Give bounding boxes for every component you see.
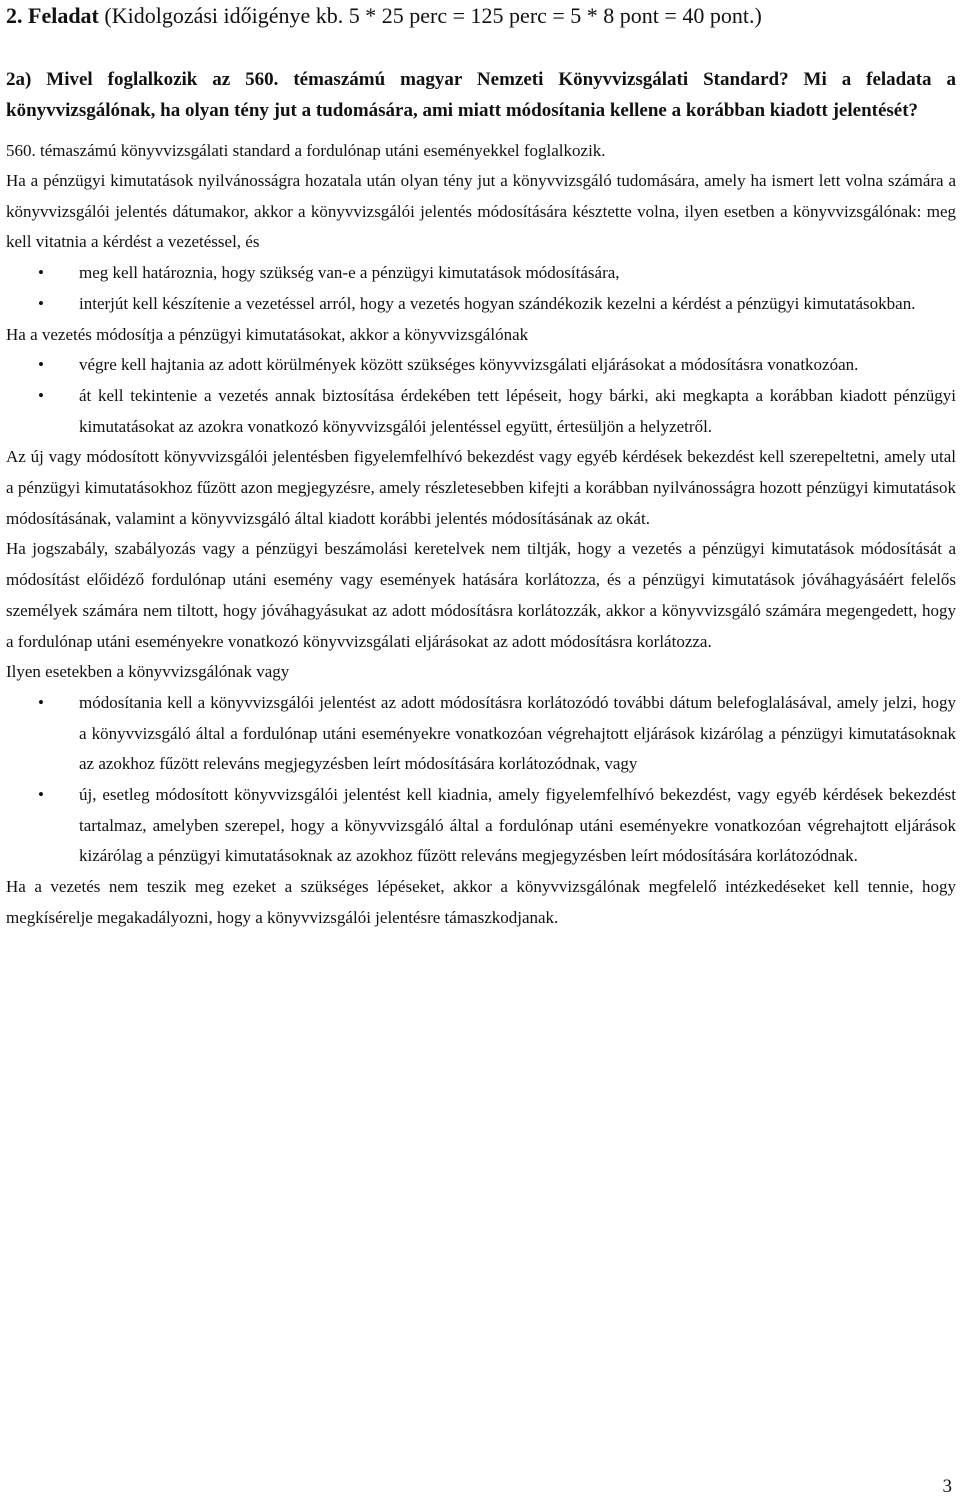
list-item xyxy=(6,350,956,381)
list-item-text: át kell tekintenie a vezetés annak biztosítása érdekében tett lépéseit, hogy bárki, aki megkapta a korábban kiadott pénzügyi kimutatásokat az azokra vonatkozó könyvvizsgálói jelentéssel együtt, értesüljön a helyzetről. xyxy=(79,385,956,436)
bullet-glyph: • xyxy=(38,785,44,805)
list-item xyxy=(6,289,956,320)
bullet-glyph: • xyxy=(38,692,44,712)
list-item-text: interjút kell készítenie a vezetéssel arról, hogy a vezetés hogyan szándékozik kezelni a kérdést a pénzügyi kimutatásokban. xyxy=(79,293,916,313)
list-item-text: meg kell határoznia, hogy szükség van-e a pénzügyi kimutatások módosítására, xyxy=(79,263,620,283)
bullet-glyph: • xyxy=(38,293,44,313)
list-item xyxy=(6,688,956,780)
paragraph-after-publication: Ha a pénzügyi kimutatások nyilvánosságra hozatala után olyan tény jut a könyvvizsgáló tudomására, amely ha ismert lett volna számára a könyvvizsgálói jelentés dátumakor, akkor a könyvvizsgálói jelentés módosítására késztette volna, ilyen esetben a könyvvizsgálónak: meg kell vitatnia a kérdést a vezetéssel, és xyxy=(6,171,956,252)
paragraph-new-report: Az új vagy módosított könyvvizsgálói jelentésben figyelemfelhívó bekezdést vagy egyéb kérdések bekezdést kell szerepeltetni, amely utal a pénzügyi kimutatásokhoz fűzött azon megjegyzésre, amely részletesebben kifejti a korábban nyilvánosságra hozott pénzügyi kimutatások módosításának, valamint a könyvvizsgáló által kiadott korábbi jelentés módosításának az okát. xyxy=(6,447,956,528)
task-number-title: 2. Feladat xyxy=(6,3,99,28)
document-page xyxy=(6,0,956,934)
list-item xyxy=(6,780,956,872)
paragraph-management-fails: Ha a vezetés nem teszik meg ezeket a szükséges lépéseket, akkor a könyvvizsgálónak megfelelő intézkedéseket kell tennie, hogy megkísérelje megakadályozni, hogy a könyvvizsgálói jelentésre támaszkodjanak. xyxy=(6,877,956,927)
bullet-glyph: • xyxy=(38,385,44,405)
list-item xyxy=(6,258,956,289)
intro-sentence: 560. témaszámú könyvvizsgálati standard a fordulónap utáni eseményekkel foglalkozik. xyxy=(6,141,606,160)
task-heading xyxy=(6,0,956,30)
list-item-text: végre kell hajtania az adott körülmények között szükséges könyvvizsgálati eljárásokat a módosításra vonatkozóan. xyxy=(79,355,859,375)
paragraph-such-cases: Ilyen esetekben a könyvvizsgálónak vagy xyxy=(6,662,290,682)
page-number: 3 xyxy=(942,1476,952,1497)
paragraph-legal-restriction: Ha jogszabály, szabályozás vagy a pénzügyi beszámolási keretelvek nem tiltják, hogy a vezetés a pénzügyi kimutatások módosítását a módosítást előidéző fordulónap utáni esemény vagy események hatására korlátozza, és a pénzügyi kimutatások jóváhagyásáért felelős személyek számára nem tiltott, hogy jóváhagyásukat az adott módosításra korlátozzák, akkor a könyvvizsgáló számára megengedett, hogy a fordulónap utáni eseményekre vonatkozó könyvvizsgálati eljárásokat az adott módosításra korlátozza. xyxy=(6,539,956,651)
task-details: (Kidolgozási időigénye kb. 5 * 25 perc = 125 perc = 5 * 8 pont = 40 pont.) xyxy=(98,3,762,28)
question-2a: 2a) Mivel foglalkozik az 560. témaszámú magyar Nemzeti Könyvvizsgálati Standard? Mi a feladata a könyvvizsgálónak, ha olyan tény jut a tudomására, ami miatt módosítania kellene a korábban kiadott jelentését? xyxy=(6,69,956,121)
list-item-text: módosítania kell a könyvvizsgálói jelentést az adott módosításra korlátozódó további dátum belefoglalásával, amely jelzi, hogy a könyvvizsgáló által a fordulónap utáni eseményekre vonatkozóan végrehajtott eljárások kizárólag a pénzügyi kimutatásoknak az azokhoz fűzött releváns megjegyzésben leírt módosítására korlátozódnak, vagy xyxy=(79,692,956,774)
bullet-glyph: • xyxy=(38,355,44,375)
paragraph-management-amends: Ha a vezetés módosítja a pénzügyi kimutatásokat, akkor a könyvvizsgálónak xyxy=(6,324,529,344)
bullet-list-report-options xyxy=(6,688,956,872)
list-item-text: új, esetleg módosított könyvvizsgálói jelentést kell kiadnia, amely figyelemfelhívó bekezdést, vagy egyéb kérdések bekezdést tartalmaz, amelyben szerepel, hogy a könyvvizsgáló által a fordulónap utáni eseményekre vonatkozóan végrehajtott eljárások kizárólag a pénzügyi kimutatásoknak az azokhoz fűzött releváns megjegyzésben leírt módosítására korlátozódnak. xyxy=(79,785,956,866)
bullet-glyph: • xyxy=(38,263,44,283)
list-item xyxy=(6,381,956,442)
bullet-list-procedures xyxy=(6,350,956,442)
bullet-list-discussion xyxy=(6,258,956,319)
